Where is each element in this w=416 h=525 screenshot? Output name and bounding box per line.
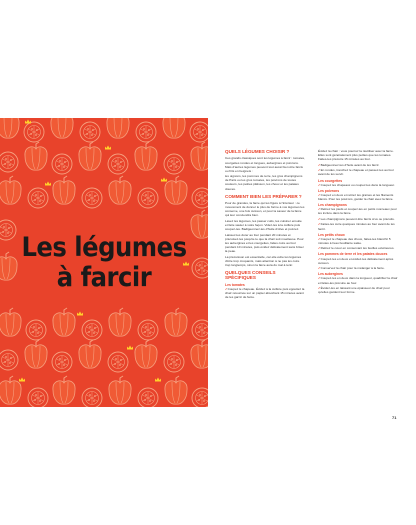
chapter-opener-page (0, 118, 208, 407)
tip-item: ✔ Badigeonnez-les d'huile avant de les farcir. (318, 163, 398, 167)
tip-item: ✔ Coupez-les en deux et évidez-les délicatement après cuisson. (318, 257, 398, 265)
subheading-courgettes: Les courgettes (318, 178, 343, 183)
tip-item: ✔ Coupez le chapeau des choux, faites-les blanchir 5 minutes à l'eau bouillante salée. (318, 237, 398, 245)
tip-item: ✔ Faites-les cuire quelques minutes au four avant de les farcir. (318, 222, 398, 230)
tip-item: ✔ Retirez le cœur en conservant les feuilles extérieures. (318, 246, 398, 250)
tip-item: ✔ Évidez-les en laissant une épaisseur de chair pour qu'elles gardent leur forme. (318, 286, 398, 294)
tip-item: ✔ Retirez les pieds et coupez-les en petits morceaux pour les inclure dans la farce. (318, 207, 398, 215)
tip-item: ✔ Coupez le chapeau. Évidez à la cuillère puis égouttez la chair retournée sur un papier absorbant 15 minutes avant de les garnir de farce. (225, 287, 305, 299)
subheading-poivrons: Les poivrons (318, 188, 340, 193)
text-column-left (225, 149, 305, 301)
text-column-right (318, 149, 398, 296)
heading-comment-preparer: COMMENT BIEN LES PRÉPARER ? (225, 193, 302, 199)
paragraph: Lavez les légumes, les passer cuits, les cuisiner ensuite et faire sauter à votre façon. Videz-les à la cuillère puis coupez-les. Badigeonnez-les d'huile d'olive et poivrez. (225, 218, 302, 232)
tip-item: ✔ Les champignons peuvent être farcis crus ou précuits. (318, 217, 398, 221)
paragraph: les oignons, les pommes de terre, les gros champignons de Paris ou les gros tomates, les poivrons de toutes couleurs, les petites pâtisson, les choux et les patates douces. (225, 174, 303, 191)
heading-conseils: QUELQUES CONSEILS SPÉCIFIQUES (225, 269, 276, 281)
tip-item: ✔ Conservez la chair pour la mélanger à la farce. (318, 266, 398, 270)
subheading-aubergines: Les aubergines (318, 272, 343, 277)
paragraph: Pour de grandes, la farce qui les figure à l'intérieur : ce mouvement de donner le plus de forme à vos légumes les conserve, une fois cuisson, et pour la saveur de la farce qui leur conviendra bien. (225, 201, 305, 218)
chapter-title (0, 233, 208, 293)
paragraph: Évidez la chair : vous pourrez la réutiliser avec la farce. Elles sont généralement plus petites que les tomates. Faites-les précuire 15 minutes au four. (318, 149, 394, 162)
tip-item: ✔ En rondes, tranchez le chapeau et passez-les au four avant de les servir. (318, 168, 398, 176)
chapter-title-line-1: Les légumes (21, 232, 187, 263)
tip-item: ✔ Coupez les chapeaux ou coupez-les dans la longueur. (318, 183, 398, 187)
paragraph: La précuisson est essentielle, car elle évite les légumes d'être trop croquants, mais attention à ne pas les cuire trop longtemps, sinon la farce aura du mal à tenir. (225, 254, 302, 267)
paragraph: Laissez-les dorer au four pendant 20 minutes et précuisez-les jusqu'à ce que la chair soit moelleuse. Pour les aubergines et les courgettes, faites cuire au four pendant 10 minutes, puis évidez délicatement sans briser la peau. (225, 232, 304, 254)
tip-item: ✔ Coupez en deux et retirez les graines et les filaments blancs. Pour les poivrons, garder la chair avec la farce. (318, 193, 398, 201)
subheading-pommes-de-terre: Les pommes de terre et les patates douces (318, 252, 388, 257)
book-spread (0, 118, 416, 420)
chapter-title-line-2: à farcir (56, 262, 152, 293)
subheading-petits-choux: Les petits choux (318, 232, 345, 237)
heading-quels-legumes: QUELS LÉGUMES CHOISIR ? (225, 149, 290, 154)
subheading-champignons: Les champignons (318, 203, 347, 208)
subheading-tomates: Les tomates (225, 282, 245, 287)
paragraph: Ces grands classiques sont les légumes à farcir : tomates, courgettes rondes et longues, aubergines et poivrons. Mais d'autres légumes peuvent tout aussi bien être farcis ou frits en beignets : (225, 156, 305, 173)
page-number: 71 (392, 415, 397, 420)
tip-item: ✔ Coupez-les en deux dans la longueur, quadrillez la chair et faites-les précuire au four. (318, 276, 398, 284)
